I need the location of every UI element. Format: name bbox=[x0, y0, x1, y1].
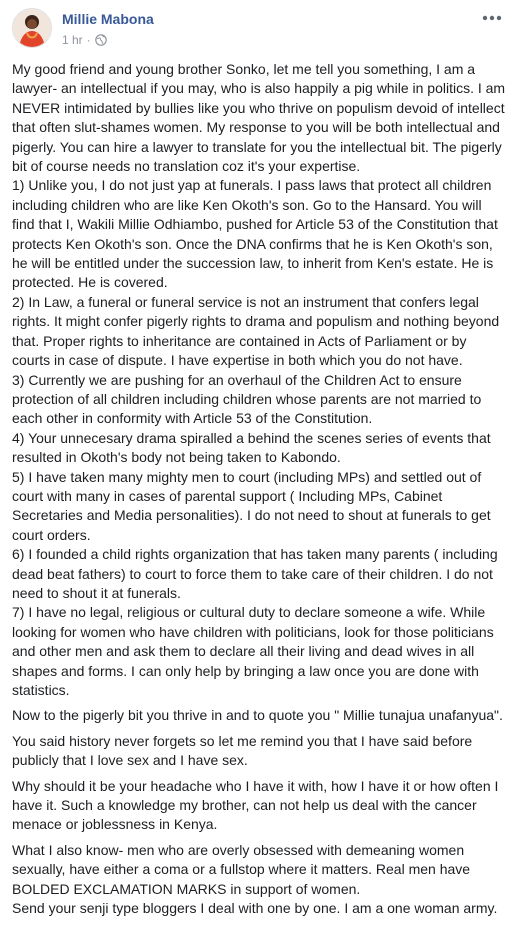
post-meta bbox=[62, 33, 107, 47]
timestamp[interactable]: 1 hr bbox=[62, 33, 83, 47]
post-paragraph: You said history never forgets so let me remind you that I have said before publicly that I love sex and I have sex. bbox=[12, 732, 477, 769]
post-paragraph: What I also know- men who are overly obsessed with demeaning women sexually, have either a coma or a fullstop where it matters. Real men have BOLDED EXCLAMATION MARKS in support of women. Send your senji type bloggers I deal with one by one. I am a one woman army. bbox=[12, 841, 498, 917]
author-name[interactable]: Millie Mabona bbox=[62, 11, 154, 27]
post-paragraph: My good friend and young brother Sonko, let me tell you something, I am a lawyer- an intellectual if you may, who is also happily a pig while in politics. I am NEVER intimidated by bullies like you who thrive on populism devoid of intellect that often slut-shames women. My response to you will be both intellectual and pigerly. You can hire a lawyer to translate for you the intellectual bit. The pigerly bit of course needs no translation coz it's your expertise. 1) Unlike you, I do not just yap at funerals. I pass laws that protect all children including children who are like Ken Okoth's son. Go to the Hansard. You will find that I, Wakili Millie Odhiambo, pushed for Article 53 of the Constitution that protects Ken Okoth's son. Once the DNA confirms that he is Ken Okoth's son, he will be entitled under the succession law, to inherit from Ken's estate. He is protected. He is covered. 2) In Law, a funeral or funeral service is not an instrument that confers legal rights. It might confer pigerly rights to drama and populism and nothing beyond that. Proper rights to inheritance are contained in Acts of Parliament or by courts in case of dispute. I have expertise in both which you do not have. 3) Currently we are pushing for an overhaul of the Children Act to ensure protection of all children including children whose parents are not married to each other in conformity with Article 53 of the Constitution. 4) Your unnecesary drama spiralled a behind the scenes series of events that resulted in Okoth's body not being taken to Kabondo. 5) I have taken many mighty men to court (including MPs) and settled out of court with many in cases of parental support ( Including MPs, Cabinet Secretaries and Media personalities). I do not need to shout at funerals to get court orders. 6) I founded a child rights organization that has taken many parents ( including dead beat fathers) to court to force them to take care of their children. I do not need to shout it at funerals. 7) I have no legal, religious or cultural duty to declare someone a wife. While looking for women who have children with politicians, look for those politicians and other men and ask them to declare all their living and dead wives in all shapes and forms. I can only help by bringing a law once you are done with statistics. bbox=[12, 61, 506, 698]
globe-icon[interactable] bbox=[95, 34, 107, 46]
meta-separator: · bbox=[86, 33, 91, 47]
post-paragraph: Why should it be your headache who I have it with, how I have it or how often I have it. Such a knowledge my brother, can not help us deal with the cancer menace or joblessness in Kenya. bbox=[12, 777, 503, 833]
avatar[interactable] bbox=[12, 8, 52, 48]
profile-photo bbox=[13, 9, 51, 47]
more-options-icon[interactable] bbox=[480, 10, 504, 26]
post-body bbox=[12, 60, 506, 918]
post-paragraph: Now to the pigerly bit you thrive in and to quote you " Millie tunajua unafanyua". bbox=[12, 707, 503, 724]
